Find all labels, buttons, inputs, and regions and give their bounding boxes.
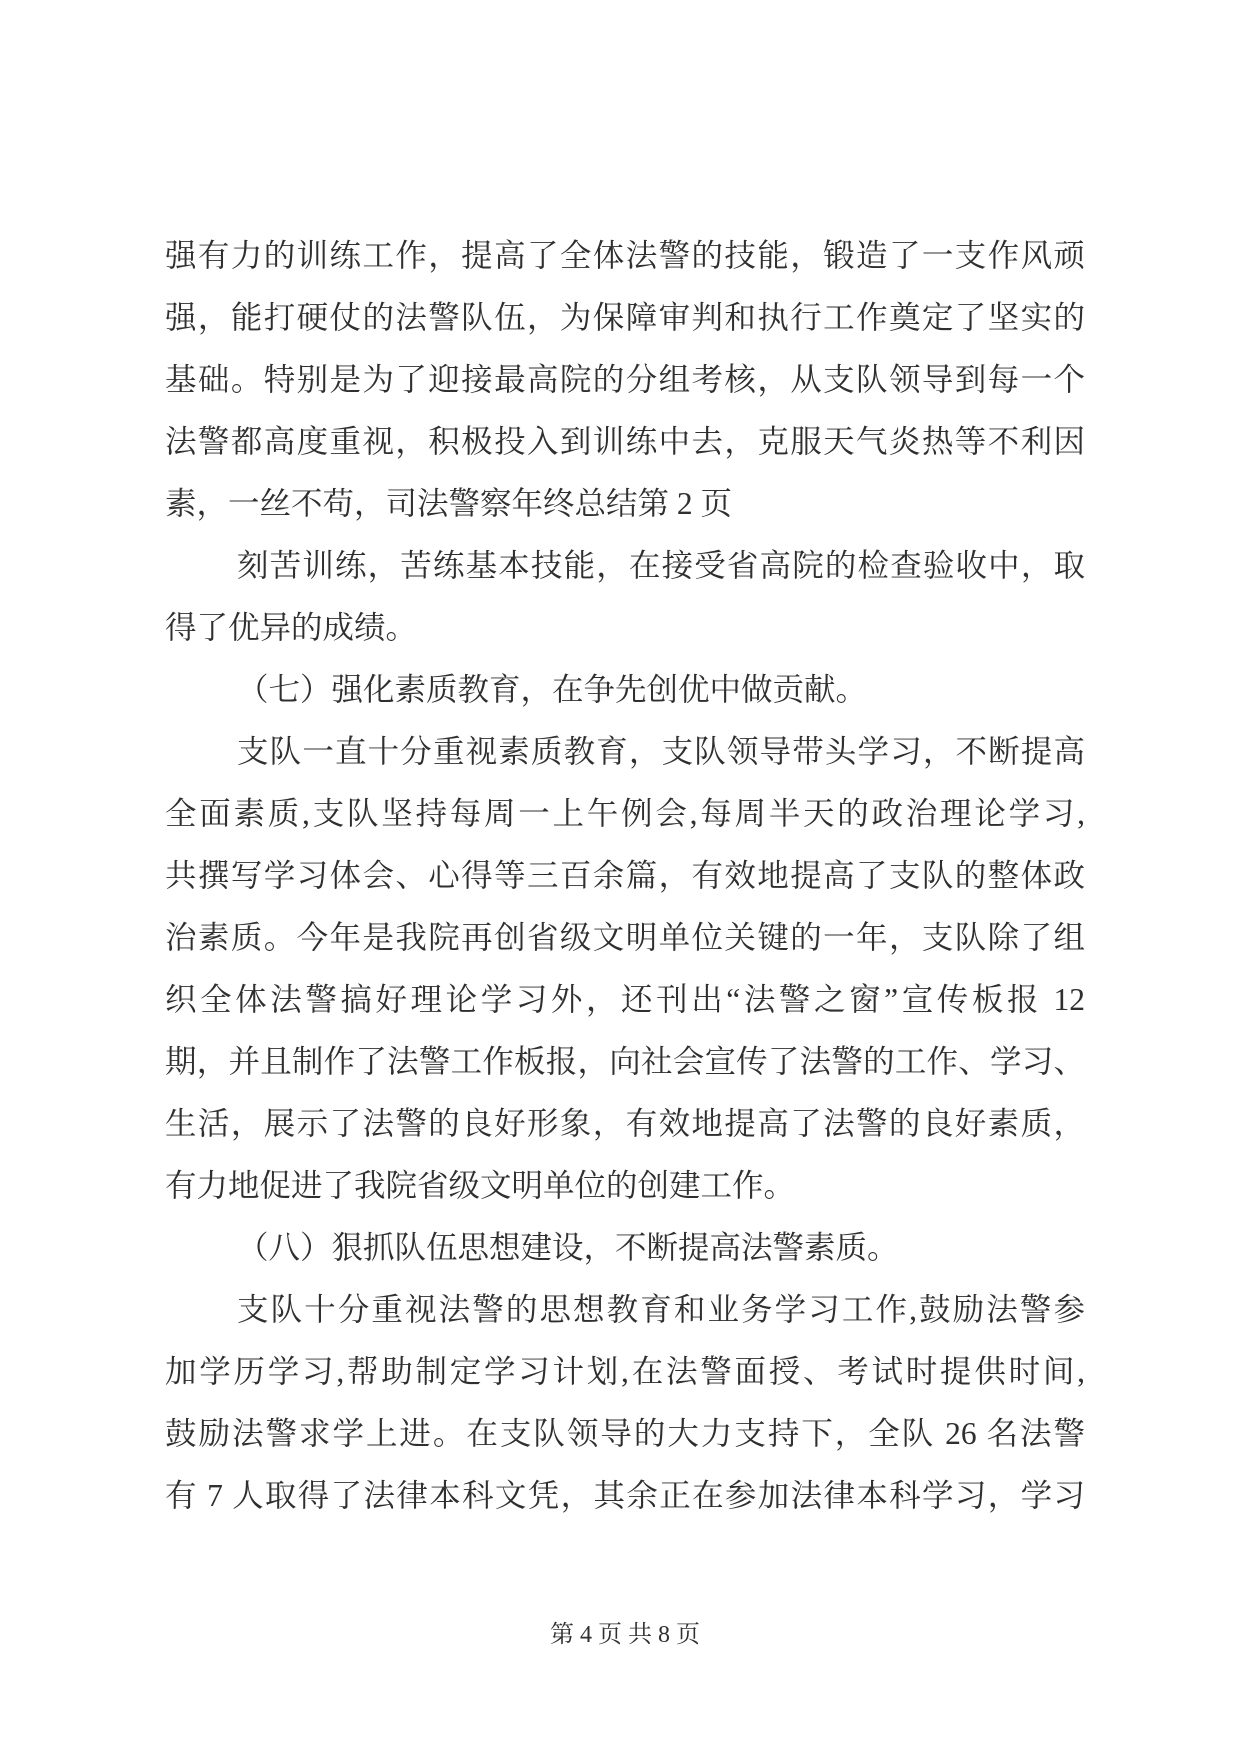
text-line: 有 7 人取得了法律本科文凭，其余正在参加法律本科学习，学习: [165, 1478, 1085, 1513]
document-body: [165, 225, 1085, 1527]
text-line: （七）强化素质教育，在争先创优中做贡献。: [237, 672, 868, 707]
text-line: 基础。特别是为了迎接最高院的分组考核，从支队领导到每一个: [165, 362, 1085, 397]
text-line: 支队一直十分重视素质教育，支队领导带头学习，不断提高: [237, 734, 1085, 769]
text-line: 治素质。今年是我院再创省级文明单位关键的一年，支队除了组: [165, 920, 1085, 955]
text-line: 加学历学习,帮助制定学习计划,在法警面授、考试时提供时间,: [165, 1354, 1085, 1389]
text-line: 鼓励法警求学上进。在支队领导的大力支持下，全队 26 名法警: [165, 1416, 1085, 1451]
text-line: 生活，展示了法警的良好形象，有效地提高了法警的良好素质，: [165, 1106, 1085, 1141]
text-line: 得了优异的成绩。: [165, 610, 418, 645]
text-line: 有力地促进了我院省级文明单位的创建工作。: [165, 1168, 796, 1203]
text-line: 支队十分重视法警的思想教育和业务学习工作,鼓励法警参: [237, 1292, 1085, 1327]
text-line: 强有力的训练工作，提高了全体法警的技能，锻造了一支作风顽: [165, 238, 1085, 273]
text-line: 刻苦训练，苦练基本技能，在接受省高院的检查验收中，取: [237, 548, 1085, 583]
text-line: 共撰写学习体会、心得等三百余篇，有效地提高了支队的整体政: [165, 858, 1085, 893]
text-line: 织全体法警搞好理论学习外，还刊出“法警之窗”宣传板报 12: [165, 982, 1085, 1017]
text-line: （八）狠抓队伍思想建设，不断提高法警素质。: [237, 1230, 899, 1265]
text-line: 法警都高度重视，积极投入到训练中去，克服天气炎热等不利因: [165, 424, 1085, 459]
text-line: 全面素质,支队坚持每周一上午例会,每周半天的政治理论学习,: [165, 796, 1085, 831]
text-line: 期，并且制作了法警工作板报，向社会宣传了法警的工作、学习、: [165, 1044, 1085, 1079]
page-number-indicator: 第 4 页 共 8 页: [550, 1622, 700, 1648]
text-line: 素，一丝不苟，司法警察年终总结第 2 页: [165, 486, 733, 521]
page-footer: [165, 1604, 1085, 1666]
text-line: 强，能打硬仗的法警队伍，为保障审判和执行工作奠定了坚实的: [165, 300, 1085, 335]
